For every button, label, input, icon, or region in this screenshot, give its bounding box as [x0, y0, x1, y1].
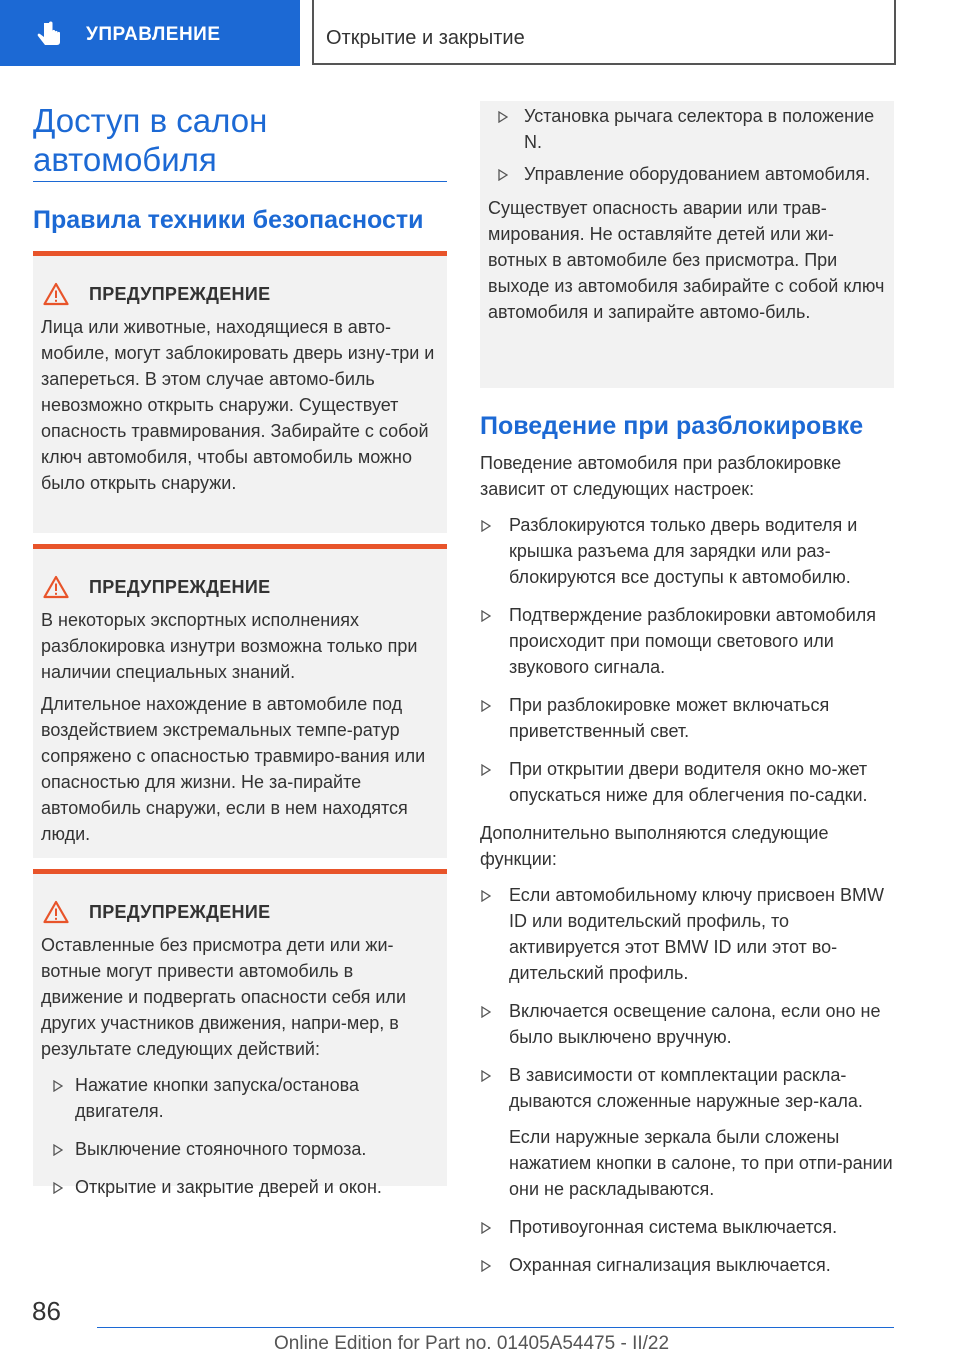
intro-text: Поведение автомобиля при разблокировке зависит от следующих настроек:	[480, 453, 842, 499]
warning-title: ПРЕДУПРЕЖДЕНИЕ	[89, 283, 271, 304]
page-title: Доступ в салон автомобиля	[33, 102, 268, 178]
list-item: Открытие и закрытие дверей и окон.	[41, 1174, 439, 1200]
arrow-bullet-icon	[481, 610, 491, 622]
list-item: Охранная сигнализация выключается.	[480, 1252, 896, 1278]
warning-text: Существует опасность аварии или трав-мирования. Не оставляйте детей или жи-вотных в автомобиле без присмотра. При выходе из автомобиля забирайте с собой ключ автомобиля и запирайте автомо-биль.	[488, 198, 885, 322]
list-item: При разблокировке может включаться приветственный свет.	[480, 692, 896, 744]
warning-header	[43, 573, 439, 601]
arrow-bullet-icon	[498, 169, 508, 181]
warning-header	[43, 280, 439, 308]
arrow-bullet-icon	[481, 890, 491, 902]
warning-title: ПРЕДУПРЕЖДЕНИЕ	[89, 576, 271, 597]
arrow-bullet-icon	[481, 1222, 491, 1234]
warning-list	[41, 1072, 439, 1200]
chapter-tab[interactable]	[0, 0, 300, 66]
arrow-bullet-icon	[481, 700, 491, 712]
list-item: Подтверждение разблокировки автомобиля происходит при помощи светового или звукового сигнала.	[480, 602, 896, 680]
list-item: Установка рычага селектора в положение N.	[488, 103, 886, 155]
warning-text: Длительное нахождение в автомобиле под воздействием экстремальных темпе-ратур сопряжено с опасностью травмиро-вания или опасностью для жизни. Не за-пирайте автомобиль снаружи, если в нем находятся люди.	[41, 694, 426, 844]
list-item: Управление оборудованием автомобиля.	[488, 161, 886, 187]
warning-triangle-icon	[43, 900, 69, 924]
warning-title: ПРЕДУПРЕЖДЕНИЕ	[89, 901, 271, 922]
section-title: Открытие и закрытие	[326, 27, 525, 49]
warning-box-2	[33, 544, 447, 858]
arrow-bullet-icon	[481, 764, 491, 776]
more-text: Дополнительно выполняются следующие функции:	[480, 823, 829, 869]
unlock-section	[480, 450, 896, 1290]
page-number: 86	[32, 1296, 61, 1326]
edition-info: Online Edition for Part no. 01405A54475 - II/22	[274, 1333, 670, 1354]
arrow-bullet-icon	[481, 1260, 491, 1272]
warning-header	[43, 898, 439, 926]
hand-pointer-icon	[34, 19, 66, 51]
arrow-bullet-icon	[481, 1006, 491, 1018]
arrow-bullet-icon	[53, 1182, 63, 1194]
functions-list	[480, 882, 896, 1278]
list-item: Нажатие кнопки запуска/останова двигателя.	[41, 1072, 439, 1124]
chapter-label: УПРАВЛЕНИЕ	[86, 24, 221, 45]
section-heading-safety: Правила техники безопасности	[33, 206, 424, 234]
arrow-bullet-icon	[498, 111, 508, 123]
list-item: При открытии двери водителя окно мо-жет опускаться ниже для облегчения по-садки.	[480, 756, 896, 808]
list-item: В зависимости от комплектации раскла-дываются сложенные наружные зер-кала. Если наружные зеркала были сложены нажатием кнопки в салоне, то при отпи-рании они не раскладываются.	[480, 1062, 896, 1202]
page-header	[0, 0, 960, 66]
warning-text: В некоторых экспортных исполнениях разблокировка изнутри возможна только при наличии специальных знаний.	[41, 610, 418, 682]
arrow-bullet-icon	[53, 1080, 63, 1092]
list-item: Если автомобильному ключу присвоен BMW ID или водительский профиль, то активируется этот BMW ID или этот во-дительский профиль.	[480, 882, 896, 986]
list-item: Выключение стояночного тормоза.	[41, 1136, 439, 1162]
title-divider	[33, 181, 447, 182]
settings-list	[480, 512, 896, 808]
arrow-bullet-icon	[481, 520, 491, 532]
warning-box-3	[33, 869, 447, 1197]
list-item-note: Если наружные зеркала были сложены нажатием кнопки в салоне, то при отпи-рании они не раскладываются.	[509, 1127, 893, 1199]
warning-text: Лица или животные, находящиеся в авто-мобиле, могут заблокировать дверь изну-три и запереться. В этом случае автомо-биль невозможно открыть снаружи. Существует опасность травмирования. Забирайте с собой ключ автомобиля, чтобы автомобиль можно было открыть снаружи.	[41, 317, 435, 493]
footer-divider	[97, 1327, 894, 1328]
section-heading-unlock: Поведение при разблокировке	[480, 412, 864, 440]
arrow-bullet-icon	[53, 1144, 63, 1156]
warning-triangle-icon	[43, 282, 69, 306]
list-item: Включается освещение салона, если оно не было выключено вручную.	[480, 998, 896, 1050]
warning-box-1	[33, 251, 447, 533]
list-item: Противоугонная система выключается.	[480, 1214, 896, 1240]
warning-triangle-icon	[43, 575, 69, 599]
arrow-bullet-icon	[481, 1070, 491, 1082]
warning-text: Оставленные без присмотра дети или жи-вотные могут привести автомобиль в движение и подвергать опасности себя или других участников движения, напри-мер, в результате следующих действий:	[41, 935, 406, 1059]
warning-continuation-box	[480, 101, 894, 388]
warning-list	[488, 103, 886, 187]
list-item: Разблокируются только дверь водителя и крышка разъема для зарядки или раз-блокируются все доступы к автомобилю.	[480, 512, 896, 590]
